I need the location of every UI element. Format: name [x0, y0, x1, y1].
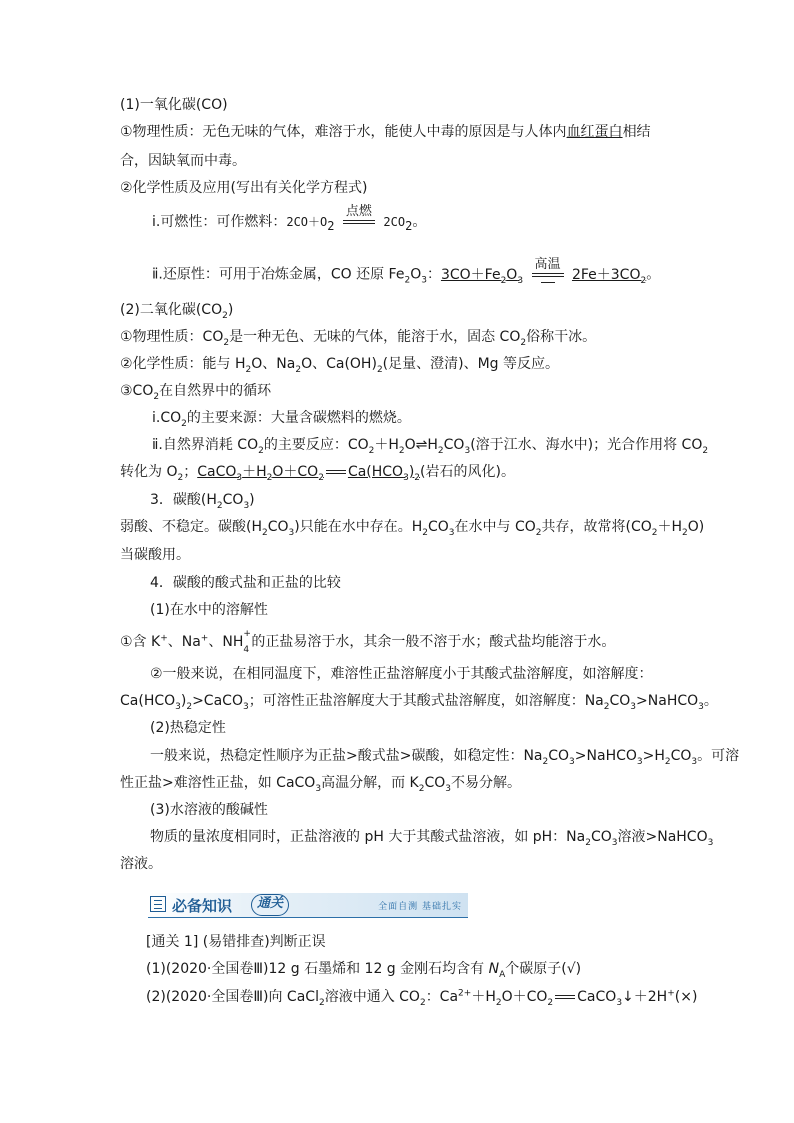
text: 弱酸、不稳定。碳酸(H [120, 519, 262, 535]
co-reduction-line [152, 257, 712, 287]
text: O、Ca(OH) [301, 356, 377, 372]
text: ) [249, 492, 255, 508]
acidity-line-2 [120, 854, 680, 874]
text: (1)在水中的溶解性 [150, 602, 268, 618]
co2-consumption-line [152, 435, 712, 455]
text: 一般来说，热稳定性顺序为正盐>酸式盐>碳酸，如稳定性：Na [150, 748, 543, 764]
subscript: 2 [535, 527, 542, 538]
text: 的主要来源：大量含碳燃料的燃烧。 [186, 410, 411, 426]
equation-part: ) [408, 464, 415, 480]
subscript: 3 [448, 527, 455, 538]
text: 。可溶 [697, 748, 740, 764]
text: ①物理性质：CO [120, 329, 224, 345]
subscript: 2 [216, 500, 223, 511]
text: O⇌H [404, 437, 438, 453]
subscript: 2 [222, 310, 228, 321]
equation-part: Ca(HCO [347, 464, 404, 480]
text: ③CO [120, 383, 154, 399]
carbonic-acid-line-2 [120, 545, 680, 565]
solubility-line-2 [150, 664, 710, 684]
thermal-stability-line-1 [150, 746, 740, 767]
text: Ca(HCO [120, 693, 176, 709]
subscript: 3 [243, 500, 250, 511]
text: ＋H [374, 437, 399, 453]
subscript: 2 [181, 418, 187, 429]
co2-source-line [152, 408, 712, 428]
text: 3．碳酸(H [150, 492, 217, 508]
section-co2-heading [120, 300, 680, 320]
subscript: 3 [636, 756, 643, 767]
reaction-condition [343, 205, 375, 224]
text: ⅱ.自然界消耗 CO [152, 437, 259, 453]
text: 性正盐>难溶性正盐，如 CaCO [120, 775, 316, 791]
quiz-heading [146, 932, 706, 952]
equation-part: ＋H [242, 464, 267, 480]
co-chemical-heading [120, 178, 680, 198]
text: 在水中与 CO [454, 519, 536, 535]
co2-consumption-line-2 [120, 462, 680, 482]
text: CO [609, 693, 631, 709]
text: O) [687, 519, 705, 535]
banner-badge: 通关 [251, 894, 289, 916]
equation-part: CaCO [197, 464, 237, 480]
double-bar [532, 273, 564, 277]
subscript: 3 [691, 756, 698, 767]
thermal-stability-heading [150, 718, 710, 738]
subscript: 2 [405, 218, 413, 233]
text: O [410, 266, 422, 283]
subscript: 3 [445, 783, 451, 794]
text: ②化学性质：能与 H [120, 356, 246, 372]
equation-part: 2CO＋O [286, 215, 328, 229]
text: O [506, 266, 518, 283]
text: 俗称干冰。 [526, 329, 597, 345]
banner-title: 必备知识 [172, 897, 233, 915]
text: 溶液>NaHCO [617, 829, 708, 845]
text: )只能在水中存在。H [294, 519, 423, 535]
subscript: 3 [288, 527, 295, 538]
text: 。 [412, 214, 427, 230]
text: 的主要反应：CO [263, 437, 369, 453]
text: ↓＋2H [622, 989, 668, 1005]
text: (2)(2020·全国卷Ⅲ)向 CaCl [146, 989, 319, 1005]
text: ： [426, 266, 441, 283]
superscript: + [200, 633, 209, 644]
text: CO [424, 775, 446, 791]
subscript: 2 [266, 472, 273, 483]
book-icon [150, 896, 166, 912]
text: (足量、澄清)、Mg 等反应。 [382, 356, 560, 372]
solubility-line-1: ①含 K+、Na+、NH + 4 的正盐易溶于水，其余一般不溶于水；酸式盐均能溶于水。 [120, 629, 616, 655]
subscript: 2 [682, 527, 688, 538]
equation-part: 2Fe＋3CO [571, 266, 641, 283]
text: (溶于江水、海水中)；光合作用将 CO [470, 437, 703, 453]
subscript: 2 [245, 364, 252, 375]
equation-part: 2CO [383, 215, 406, 229]
text: O＋CO [501, 989, 548, 1005]
subscript: 3 [707, 837, 714, 848]
subscript: 2 [258, 445, 264, 456]
superscript: + [667, 988, 675, 999]
text: 不易分解。 [450, 775, 521, 791]
text: 个碳原子(√) [505, 961, 582, 977]
text: (1)一氧化碳(CO) [120, 97, 228, 113]
superscript: + [160, 633, 168, 644]
subscript: 2 [640, 275, 647, 286]
subscript: 3 [236, 472, 243, 483]
text: >CaCO [192, 693, 243, 709]
superscript: 2+ [458, 988, 472, 999]
subscript: 2 [318, 472, 324, 483]
quiz-item-1 [146, 959, 706, 979]
subscript: 2 [547, 997, 554, 1008]
subscript: 2 [262, 527, 268, 538]
section-banner [148, 893, 468, 918]
text: 、NH [208, 634, 244, 650]
subscript: 2 [414, 472, 421, 483]
text: CO [267, 519, 289, 535]
underlined-answer: 血红蛋白 [566, 124, 623, 140]
section-co-heading [120, 95, 680, 115]
co2-chemical-line [120, 354, 680, 374]
subscript: 2 [376, 364, 383, 375]
thermal-stability-line-2 [120, 773, 680, 793]
double-bar [343, 220, 375, 224]
text: 溶液中通入 CO [324, 989, 420, 1005]
co-physical-line-2 [120, 151, 680, 171]
quiz-item-2 [146, 987, 706, 1007]
banner-subtitle: 全面自测 基础扎实 [378, 902, 462, 912]
subscript: 2 [664, 756, 671, 767]
text: 物质的量浓度相同时，正盐溶液的 pH 大于其酸式盐溶液，如 pH：Na [150, 829, 586, 845]
section-salt-compare-heading [150, 573, 710, 593]
answer-blank-bar [541, 282, 555, 283]
subscript: 2 [295, 364, 302, 375]
text: CO [222, 492, 244, 508]
text: ) [180, 693, 187, 709]
equals-bar [326, 470, 346, 474]
text: ②一般来说，在相同温度下，难溶性正盐溶解度小于其酸式盐溶解度，如溶解度： [150, 666, 653, 682]
subscript: 3 [698, 701, 704, 712]
subscript: 2 [186, 701, 193, 712]
subscript: 3 [611, 837, 618, 848]
text: >NaHCO [574, 748, 637, 764]
subscript: 3 [464, 445, 471, 456]
text: CO [443, 437, 465, 453]
text: CO [670, 748, 692, 764]
text: 是一种无色、无味的气体，能溶于水，固态 CO [229, 329, 521, 345]
text: 、Na [167, 634, 201, 650]
subscript: 2 [327, 218, 335, 233]
text: (2)二氧化碳(CO [120, 302, 223, 318]
text: O、Na [251, 356, 296, 372]
subscript: 2 [398, 445, 405, 456]
condition-text: 高温 [534, 257, 561, 272]
subscript: 2 [223, 337, 230, 348]
text: ②化学性质及应用(写出有关化学方程式) [120, 180, 368, 196]
text: 。 [703, 693, 718, 709]
text: ) [227, 302, 234, 318]
subscript: 3 [630, 701, 637, 712]
text: >NaHCO [636, 693, 699, 709]
subscript: 2 [603, 701, 610, 712]
subscript: 3 [175, 701, 181, 712]
co2-cycle-heading [120, 381, 680, 401]
text: (岩石的风化)。 [420, 464, 515, 480]
subscript: 3 [242, 701, 249, 712]
subscript: 2 [702, 445, 709, 456]
subscript: 2 [495, 997, 502, 1008]
carbonic-acid-line-1 [120, 517, 705, 538]
text: (×) [674, 989, 698, 1005]
subscript: 3 [517, 275, 524, 286]
subscript: 3 [421, 275, 427, 286]
text: [通关 1] (易错排查)判断正误 [146, 934, 326, 950]
text: 合，因缺氧而中毒。 [120, 153, 246, 169]
text: ；可溶性正盐溶解度大于其酸式盐溶解度，如溶解度：Na [248, 693, 604, 709]
subscript: 2 [542, 756, 549, 767]
text: 相结 [622, 124, 651, 140]
text: (2)热稳定性 [150, 720, 226, 736]
subscript: 2 [419, 997, 426, 1008]
subscript: 3 [616, 997, 623, 1008]
solubility-line-3 [120, 691, 718, 712]
text: 共存，故常将(CO [541, 519, 652, 535]
text: ＋H [471, 989, 496, 1005]
subscript: 3 [403, 472, 409, 483]
co-physical-line-1 [120, 122, 680, 142]
text: 的正盐易溶于水，其余一般不溶于水；酸式盐均能溶于水。 [251, 634, 616, 650]
subscript: 2 [437, 445, 444, 456]
subscript: 2 [585, 837, 591, 848]
avogadro-symbol: N [488, 961, 500, 977]
subscript: 3 [569, 756, 575, 767]
text: (3)水溶液的酸碱性 [150, 802, 268, 818]
text: 高温分解，而 K [321, 775, 419, 791]
text: ①含 K [120, 634, 161, 650]
subscript: 2 [318, 997, 325, 1008]
subscript: 2 [177, 472, 184, 483]
text: ⅰ.可燃性：可作燃料： [152, 214, 287, 230]
text: 当碳酸用。 [120, 547, 190, 563]
subscript: A [499, 969, 506, 980]
text: ； [183, 464, 198, 480]
text: CO [548, 748, 570, 764]
subscript: 2 [418, 783, 425, 794]
section-carbonic-acid-heading [150, 490, 710, 510]
condition-text: 点燃 [345, 203, 372, 219]
equation-part: O＋CO [272, 464, 319, 480]
text: ＋H [657, 519, 683, 535]
subscript: 2 [404, 275, 411, 286]
text: ：Ca [425, 989, 459, 1005]
subscript: 2 [520, 337, 527, 348]
text: 在自然界中的循环 [159, 383, 272, 399]
solubility-heading [150, 600, 710, 620]
text: ⅱ.还原性：可用于冶炼金属，CO 还原 Fe [152, 266, 405, 283]
text: ①物理性质：无色无味的气体，难溶于水，能使人中毒的原因是与人体内 [120, 124, 567, 140]
text: CO [590, 829, 612, 845]
acidity-line-1 [150, 827, 714, 848]
text: CaCO [577, 989, 617, 1005]
text: 4．碳酸的酸式盐和正盐的比较 [150, 575, 341, 591]
text: 溶液。 [120, 856, 162, 872]
equation-part: 3CO＋Fe [440, 266, 501, 283]
subscript: 2 [368, 445, 375, 456]
acidity-heading [150, 800, 710, 820]
equals-bar [555, 995, 575, 999]
text: 。 [646, 266, 661, 283]
subscript: 3 [315, 783, 322, 794]
subscript: 2 [651, 527, 658, 538]
text: (1)(2020·全国卷Ⅲ)12 g 石墨烯和 12 g 金刚石均含有 [146, 961, 489, 977]
text: 转化为 O [120, 464, 178, 480]
subscript: 2 [422, 527, 428, 538]
co-flammability-line [152, 203, 712, 233]
subscript: 2 [500, 275, 507, 286]
text: >H [642, 748, 665, 764]
subscript: 2 [153, 391, 160, 402]
text: CO [428, 519, 449, 535]
co2-physical-line [120, 327, 680, 347]
reaction-condition [532, 258, 564, 283]
text: ⅰ.CO [152, 410, 182, 426]
